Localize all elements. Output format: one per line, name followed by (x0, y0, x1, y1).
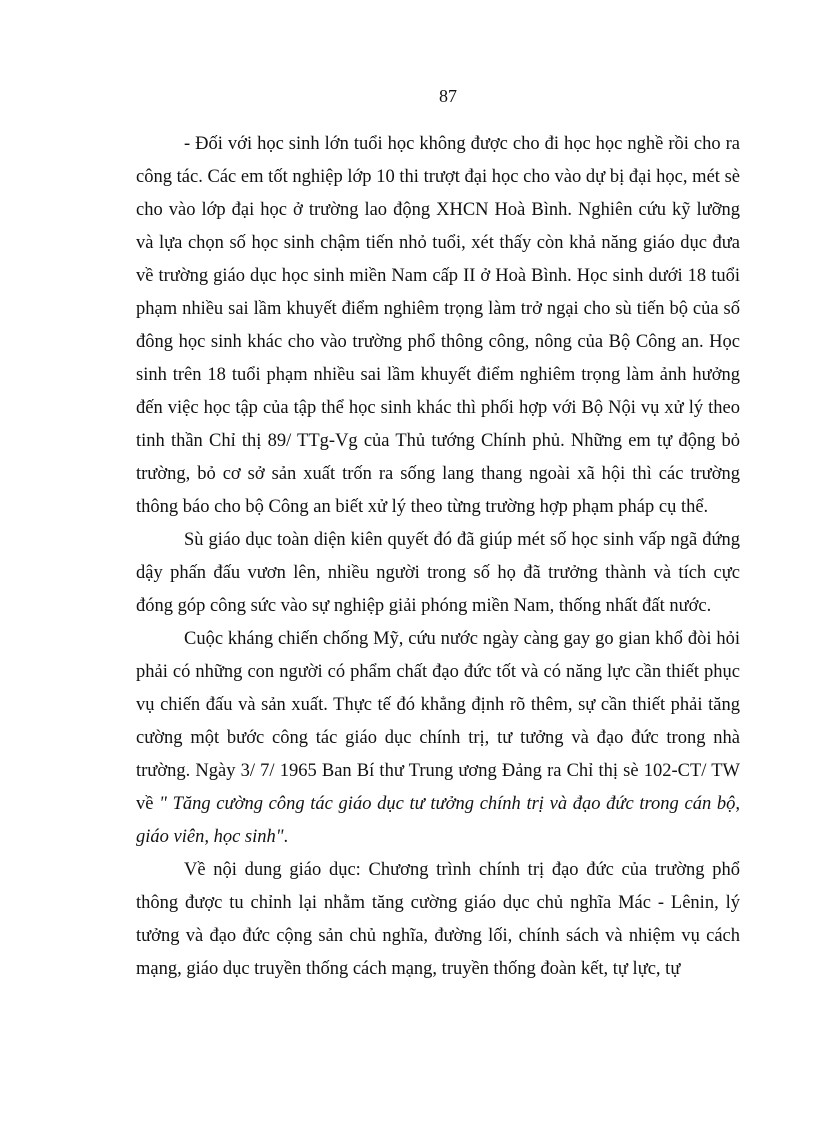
paragraph-education-content: Về nội dung giáo dục: Chương trình chính trị đạo đức của trường phổ thông được tu chỉnh lại nhằm tăng cường giáo dục chủ nghĩa Mác - Lênin, lý tưởng và đạo đức cộng sản chủ nghĩa, đường lối, chính sách và nhiệm vụ cách mạng, giáo dục truyền thống cách mạng, truyền thống đoàn kết, tự lực, tự (136, 860, 740, 979)
paragraph-resistance-war-end: . (283, 827, 289, 847)
paragraph-resistance-war (136, 623, 740, 854)
directive-title-quote: " Tăng cường công tác giáo dục tư tưởng chính trị và đạo đức trong cán bộ, giáo viên, học sinh" (136, 794, 740, 847)
page-number: 87 (439, 86, 457, 106)
document-body (136, 128, 740, 986)
paragraph-student-handling: - Đối với học sinh lớn tuổi học không được cho đi học học nghề rồi cho ra công tác. Các em tốt nghiệp lớp 10 thi trượt đại học cho vào dự bị đại học, mét sè cho vào lớp đại học ở trường lao động XHCN Hoà Bình. Nghiên cứu kỹ lưỡng và lựa chọn số học sinh chậm tiến nhỏ tuổi, xét thấy còn khả năng giáo dục đưa về trường giáo dục học sinh miền Nam cấp II ở Hoà Bình. Học sinh dưới 18 tuổi phạm nhiều sai lầm khuyết điểm nghiêm trọng làm trở ngại cho sù tiến bộ của số đông học sinh khác cho vào trường phổ thông công, nông của Bộ Công an. Học sinh trên 18 tuổi phạm nhiều sai lầm khuyết điểm nghiêm trọng làm ảnh hưởng đến việc học tập của tập thể học sinh khác thì phối hợp với Bộ Nội vụ xử lý theo tinh thần Chỉ thị 89/ TTg-Vg của Thủ tướng Chính phủ. Những em tự động bỏ trường, bỏ cơ sở sản xuất trốn ra sống lang thang ngoài xã hội thì các trường thông báo cho bộ Công an biết xử lý theo từng trường hợp phạm pháp cụ thể. (136, 134, 740, 517)
paragraph-resistance-war-text: Cuộc kháng chiến chống Mỹ, cứu nước ngày càng gay go gian khổ đòi hỏi phải có những con người có phẩm chất đạo đức tốt và có năng lực cần thiết phục vụ chiến đấu và sản xuất. Thực tế đó khẳng định rõ thêm, sự cần thiết phải tăng cường một bước công tác giáo dục chính trị, tư tưởng và đạo đức trong nhà trường. Ngày 3/ 7/ 1965 Ban Bí thư Trung ương Đảng ra Chỉ thị sè 102-CT/ TW về (136, 629, 740, 814)
paragraph-comprehensive-education: Sù giáo dục toàn diện kiên quyết đó đã giúp mét số học sinh vấp ngã đứng dậy phấn đấu vươn lên, nhiều người trong số họ đã trưởng thành và tích cực đóng góp công sức vào sự nghiệp giải phóng miền Nam, thống nhất đất nước. (136, 530, 740, 616)
